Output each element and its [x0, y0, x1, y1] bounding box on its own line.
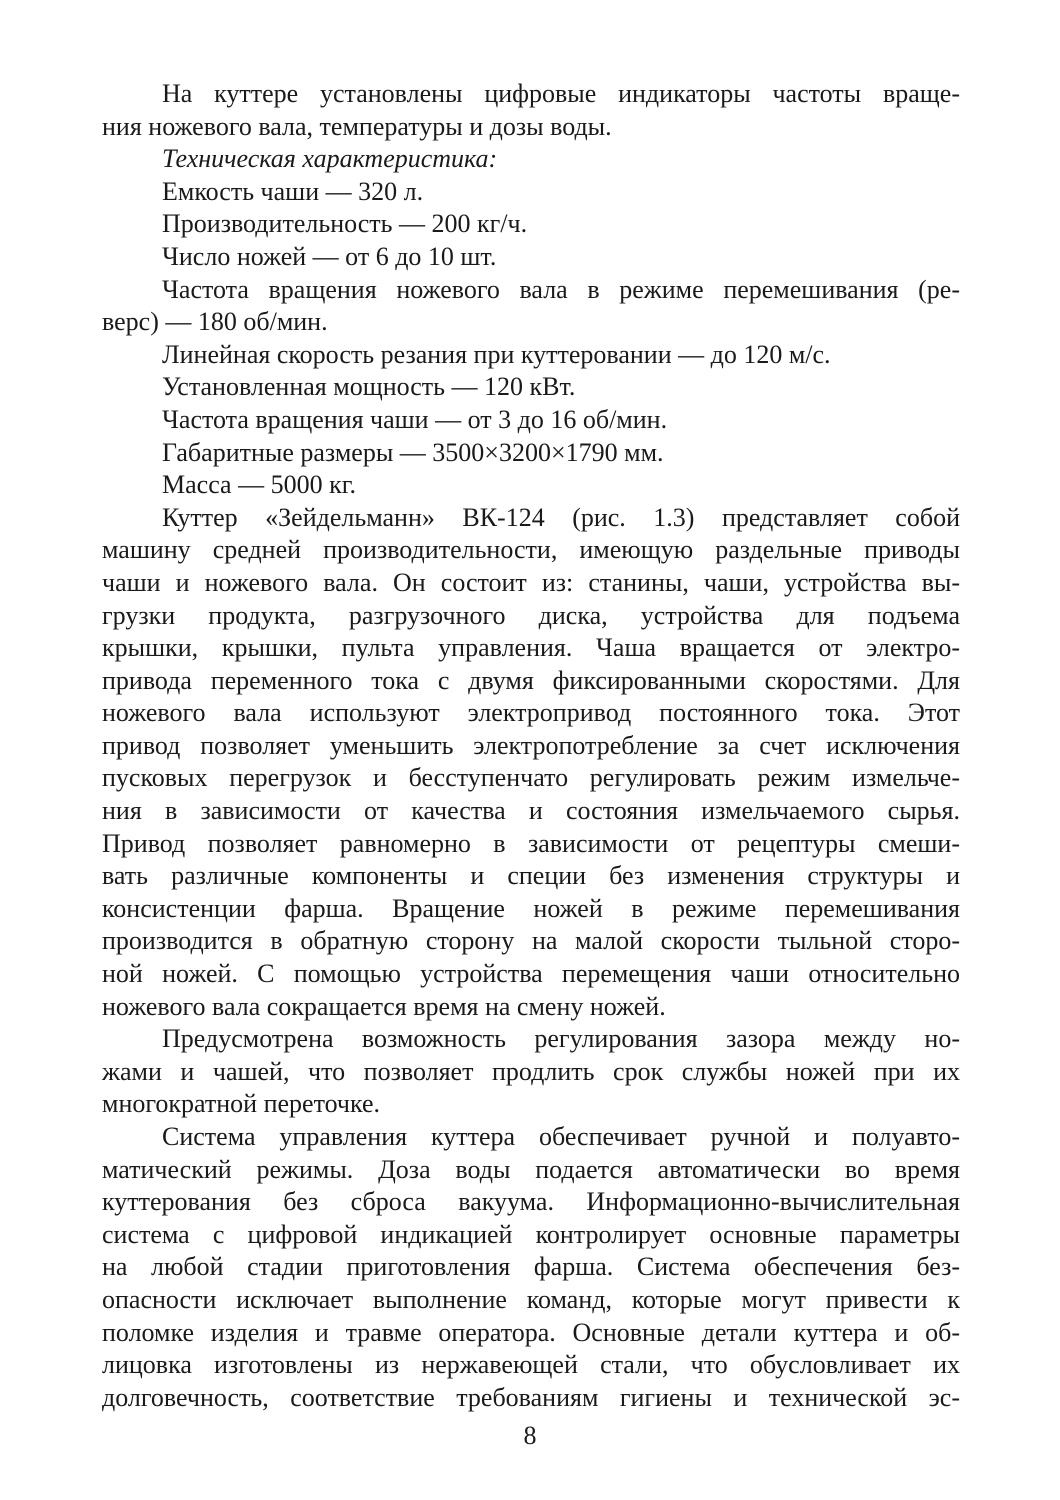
text-line: куттерования без сброса вакуума. Информационно-вычислительная: [102, 1187, 960, 1217]
text-line: на любой стадии приготовления фарша. Система обеспечения без-: [102, 1252, 960, 1282]
spec-item: Частота вращения чаши — от 3 до 16 об/мин.: [162, 404, 668, 434]
spec-item: Масса — 5000 кг.: [162, 470, 356, 500]
text-line: пусковых перегрузок и бесступенчато регулировать режим измельче-: [102, 763, 960, 793]
spec-item: Производительность — 200 кг/ч.: [162, 209, 528, 239]
text-line: поломке изделия и травме оператора. Основные детали куттера и об-: [102, 1317, 960, 1347]
text-line: На куттере установлены цифровые индикаторы частоты враще-: [162, 79, 960, 108]
text-line: консистенции фарша. Вращение ножей в режиме перемешивания: [102, 893, 960, 923]
text-line: матический режимы. Доза воды подается автоматически во время: [102, 1154, 960, 1184]
text-line: опасности исключает выполнение команд, которые могут привести к: [102, 1284, 960, 1314]
text-line: ной ножей. С помощью устройства перемещения чаши относительно: [102, 959, 960, 989]
text-line: Система управления куттера обеспечивает ручной и полуавто-: [162, 1122, 960, 1151]
spec-item-continuation: верс) — 180 об/мин.: [102, 307, 328, 337]
text-line: привода переменного тока с двумя фиксированными скоростями. Для: [102, 665, 960, 695]
text-line: привод позволяет уменьшить электропотребление за счет исключения: [102, 730, 960, 760]
text-line: чаши и ножевого вала. Он состоит из: станины, чаши, устройства вы-: [102, 567, 960, 597]
text-line: жами и чашей, что позволяет продлить срок службы ножей при их: [102, 1056, 960, 1086]
text-line: Предусмотрена возможность регулирования зазора между но-: [162, 1024, 960, 1054]
text-line: грузки продукта, разгрузочного диска, устройства для подъема: [102, 600, 960, 630]
spec-item: Габаритные размеры — 3500×3200×1790 мм.: [162, 437, 664, 467]
text-line: машину средней производительности, имеющую раздельные приводы: [102, 535, 960, 565]
text-line: ножевого вала используют электропривод постоянного тока. Этот: [102, 698, 960, 728]
text-line: Привод позволяет равномерно в зависимости от рецептуры смеши-: [102, 828, 960, 858]
text-line: система с цифровой индикацией контролирует основные параметры: [102, 1219, 960, 1249]
spec-item: Число ножей — от 6 до 10 шт.: [162, 241, 497, 271]
spec-item: Частота вращения ножевого вала в режиме перемешивания (ре-: [162, 274, 960, 304]
text-line: производится в обратную сторону на малой скорости тыльной сторо-: [102, 926, 960, 956]
spec-item: Линейная скорость резания при куттеровании — до 120 м/с.: [162, 339, 831, 369]
text-line: Куттер «Зейдельманн» ВК-124 (рис. 1.3) представляет собой: [162, 502, 960, 532]
page-number: 8: [523, 1421, 537, 1450]
text-line: ния в зависимости от качества и состояния измельчаемого сырья.: [102, 796, 960, 826]
text-line: ножевого вала сокращается время на смену ножей.: [102, 991, 666, 1021]
text-line: долговечность, соответствие требованиям гигиены и технической эс-: [102, 1382, 960, 1412]
spec-item: Емкость чаши — 320 л.: [162, 176, 424, 206]
text-line: ния ножевого вала, температуры и дозы воды.: [102, 111, 612, 141]
text-line: вать различные компоненты и специи без изменения структуры и: [102, 861, 960, 891]
text-line: крышки, крышки, пульта управления. Чаша вращается от электро-: [102, 633, 960, 663]
spec-item: Установленная мощность — 120 кВт.: [162, 372, 576, 402]
body-text: [102, 78, 960, 1414]
text-line: многократной переточке.: [102, 1089, 381, 1119]
section-heading: Техническая характеристика:: [162, 144, 498, 174]
text-line: лицовка изготовлены из нержавеющей стали, что обусловливает их: [102, 1350, 960, 1380]
